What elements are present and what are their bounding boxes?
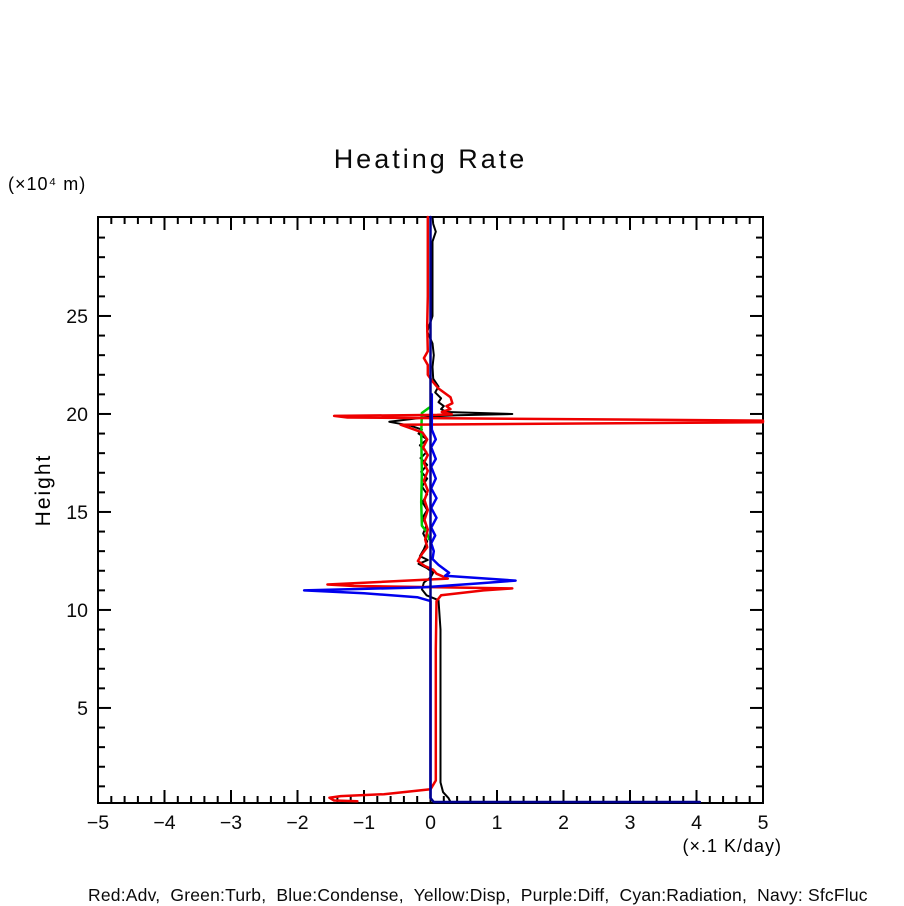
y-axis-title: Height [32, 453, 55, 527]
x-tick-label: 2 [558, 812, 569, 834]
series-line-sfcfluc-navy [431, 217, 700, 802]
y-tick-label: 25 [66, 305, 88, 328]
series-line-total-black [389, 217, 512, 802]
x-tick-label: −5 [86, 812, 110, 834]
x-tick-label: 1 [491, 812, 503, 834]
chart-title: Heating Rate [333, 144, 528, 174]
legend-caption: Red:Adv, Green:Turb, Blue:Condense, Yellow:Disp, Purple:Diff, Cyan:Radiation, Navy: SfcFluc [88, 885, 868, 905]
series-line-adv-red [327, 217, 763, 801]
y-axis-unit-label: (×10⁴ m) [8, 174, 87, 194]
x-tick-label: 0 [425, 812, 436, 834]
x-tick-label: −3 [219, 812, 243, 834]
x-tick-label: 4 [691, 812, 702, 834]
x-tick-label: −4 [153, 812, 176, 834]
y-tick-label: 10 [66, 599, 88, 622]
x-axis-unit-label: (×.1 K/day) [682, 836, 782, 856]
x-tick-label: −1 [352, 812, 376, 834]
x-tick-label: 5 [757, 812, 769, 834]
y-tick-label: 20 [66, 403, 88, 426]
series-line-condense-blue [304, 394, 515, 798]
x-tick-label: 3 [624, 812, 636, 834]
y-tick-label: 5 [77, 697, 88, 720]
x-tick-label: −2 [286, 812, 309, 834]
y-tick-label: 15 [66, 501, 88, 524]
